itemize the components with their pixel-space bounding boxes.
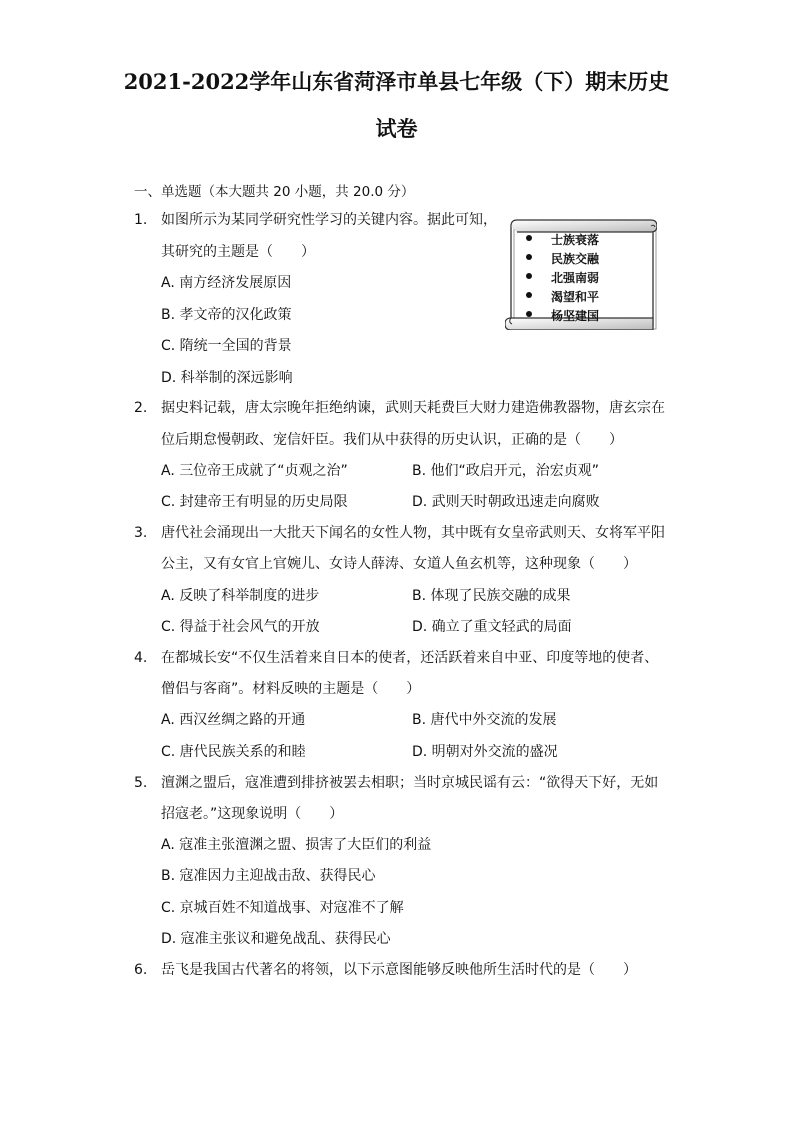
- option-a: A. 西汉丝绸之路的开通: [161, 712, 306, 728]
- option-a: A. 寇准主张澶渊之盟、损害了大臣们的利益: [161, 837, 432, 853]
- option-c: C. 得益于社会风气的开放: [161, 619, 320, 635]
- bullet-icon: [526, 311, 532, 317]
- option-b: B. 寇准因力主迎战击敌、获得民心: [161, 868, 376, 884]
- bullet-icon: [526, 235, 532, 241]
- option-b: B. 唐代中外交流的发展: [412, 712, 557, 728]
- question-number: 6.: [134, 962, 148, 978]
- question-stem-line: 岳飞是我国古代著名的将领，以下示意图能够反映他所生活时代的是（ ）: [161, 962, 637, 978]
- option-a: A. 反映了科举制度的进步: [161, 588, 320, 604]
- option-b: B. 体现了民族交融的成果: [412, 588, 571, 604]
- option-c: C. 封建帝王有明显的历史局限: [161, 494, 348, 510]
- option-a: A. 南方经济发展原因: [161, 275, 292, 291]
- option-d: D. 寇准主张议和避免战乱、获得民心: [161, 931, 391, 947]
- scroll-figure: [505, 218, 657, 330]
- exam-title-line1: 2021-2022学年山东省菏泽市单县七年级（下）期末历史: [123, 69, 670, 94]
- question-stem-line: 僧侣与客商”。材料反映的主题是（ ）: [161, 681, 421, 697]
- option-d: D. 明朝对外交流的盛况: [412, 744, 558, 760]
- bullet-icon: [526, 273, 532, 279]
- question-number: 4.: [134, 650, 148, 666]
- option-d: D. 武则天时朝政迅速走向腐败: [412, 494, 600, 510]
- option-b: B. 他们“政启开元，治宏贞观”: [412, 463, 600, 479]
- section-heading: 一、单选题（本大题共 20 小题，共 20.0 分）: [134, 184, 415, 200]
- option-c: C. 隋统一全国的背景: [161, 338, 292, 354]
- scroll-item: 北强南弱: [551, 271, 600, 285]
- question-stem-line: 其研究的主题是（ ）: [161, 244, 315, 260]
- question-stem-line: 据史料记载，唐太宗晚年拒绝纳谏，武则天耗费巨大财力建造佛教器物，唐玄宗在: [161, 400, 665, 416]
- scroll-item: 杨坚建国: [551, 309, 600, 323]
- question-number: 3.: [134, 525, 148, 541]
- option-c: C. 唐代民族关系的和睦: [161, 744, 306, 760]
- option-c: C. 京城百姓不知道战事、对寇准不了解: [161, 900, 404, 916]
- bullet-icon: [526, 292, 532, 298]
- question-number: 1.: [134, 212, 148, 228]
- option-d: D. 确立了重文轻武的局面: [412, 619, 572, 635]
- option-a: A. 三位帝王成就了“贞观之治”: [161, 463, 348, 479]
- question-stem-line: 在都城长安“不仅生活着来自日本的使者，还活跃着来自中亚、印度等地的使者、: [161, 650, 659, 666]
- question-stem-line: 澶渊之盟后，寇准遭到排挤被罢去相职；当时京城民谣有云：“欲得天下好，无如: [161, 775, 659, 791]
- question-stem-line: 招寇老。”这现象说明（ ）: [161, 806, 344, 822]
- question-number: 5.: [134, 775, 148, 791]
- question-stem-line: 如图所示为某同学研究性学习的关键内容。据此可知，: [161, 212, 497, 228]
- scroll-item: 民族交融: [551, 252, 600, 266]
- scroll-item: 渴望和平: [551, 290, 600, 304]
- option-d: D. 科举制的深远影响: [161, 370, 293, 386]
- question-stem-line: 唐代社会涌现出一大批天下闻名的女性人物，其中既有女皇帝武则天、女将军平阳: [161, 525, 665, 541]
- bullet-icon: [526, 254, 532, 260]
- option-b: B. 孝文帝的汉化政策: [161, 307, 292, 323]
- scroll-item: 士族衰落: [551, 233, 600, 247]
- question-stem-line: 位后期怠慢朝政、宠信奸臣。我们从中获得的历史认识，正确的是（ ）: [161, 432, 623, 448]
- exam-title-line2: 试卷: [375, 116, 418, 141]
- question-stem-line: 公主，又有女官上官婉儿、女诗人薛涛、女道人鱼玄机等，这种现象（ ）: [161, 556, 637, 572]
- question-number: 2.: [134, 400, 148, 416]
